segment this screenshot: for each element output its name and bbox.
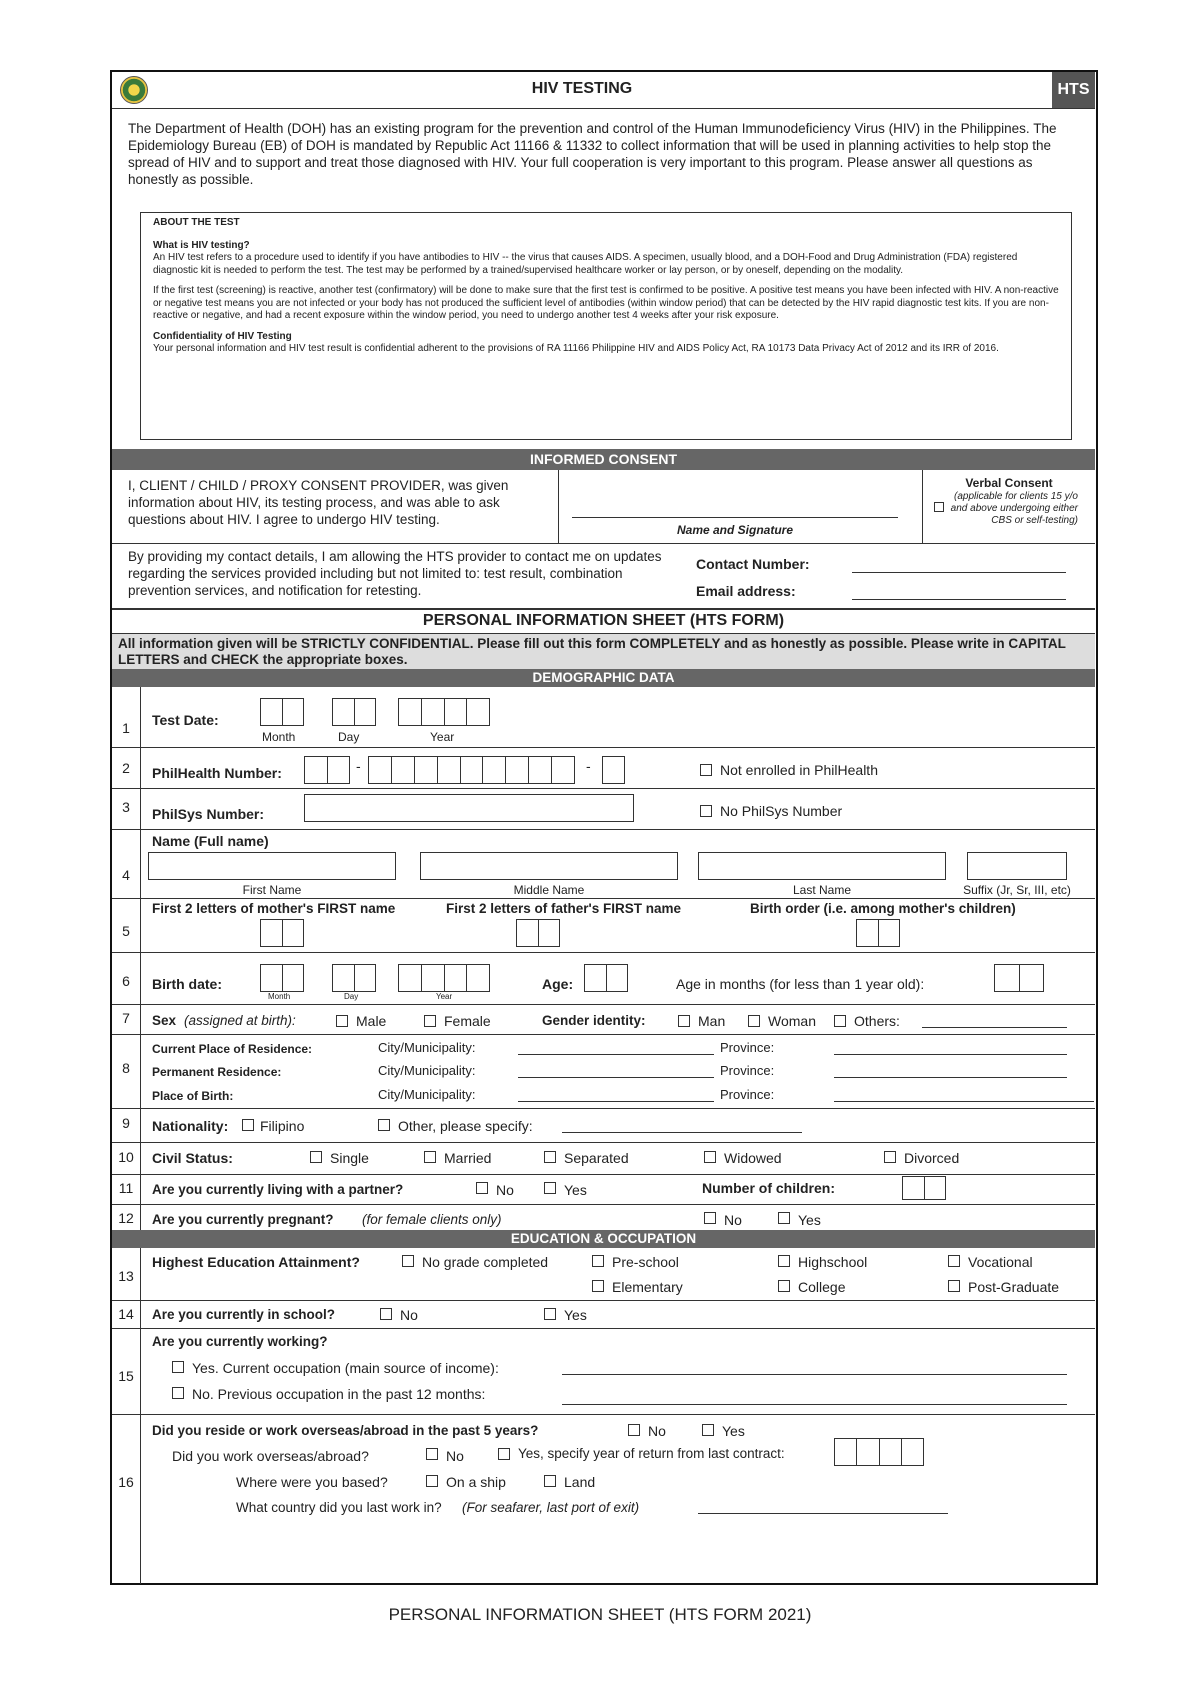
widowed-label: Widowed: [724, 1150, 782, 1166]
no-philhealth-label: Not enrolled in PhilHealth: [720, 762, 878, 778]
married-checkbox[interactable]: [424, 1151, 436, 1163]
dash: -: [356, 758, 361, 774]
post-graduate-label: Post-Graduate: [968, 1279, 1060, 1295]
female-label: Female: [444, 1013, 491, 1029]
working-yes-checkbox[interactable]: [172, 1361, 184, 1373]
row-number: 2: [122, 760, 130, 776]
no-philsys-checkbox[interactable]: [700, 805, 712, 817]
birth-order-label: Birth order (i.e. among mother's children): [750, 901, 1016, 916]
sex-label: Sex: [152, 1013, 177, 1028]
sheet-title: PERSONAL INFORMATION SHEET (HTS FORM): [422, 612, 785, 629]
place-of-birth-label: Place of Birth:: [152, 1089, 234, 1103]
father-letters-label: First 2 letters of father's FIRST name: [446, 901, 682, 916]
school-no-label: No: [400, 1307, 418, 1323]
about-q1: What is HIV testing?: [153, 239, 250, 251]
email-field[interactable]: [852, 599, 1066, 600]
pregnant-yes-label: Yes: [798, 1212, 821, 1228]
age-months-boxes[interactable]: [994, 964, 1044, 992]
overseas-yes-checkbox[interactable]: [702, 1424, 714, 1436]
row-number: 3: [122, 799, 130, 815]
test-date-year[interactable]: [398, 698, 490, 726]
married-label: Married: [444, 1150, 492, 1166]
highschool-label: Highschool: [798, 1254, 868, 1270]
school-label: Are you currently in school?: [152, 1307, 336, 1322]
country-note: (For seafarer, last port of exit): [462, 1500, 640, 1515]
pregnant-no-label: No: [724, 1212, 742, 1228]
name-label: Name (Full name): [152, 833, 269, 849]
current-province-field[interactable]: [834, 1054, 1067, 1055]
school-no-checkbox[interactable]: [380, 1308, 392, 1320]
sex-note: (assigned at birth):: [184, 1013, 296, 1028]
working-label: Are you currently working?: [152, 1334, 328, 1349]
about-q2: Confidentiality of HIV Testing: [153, 330, 292, 342]
elementary-checkbox[interactable]: [592, 1280, 604, 1292]
divorced-label: Divorced: [904, 1150, 960, 1166]
permanent-province-field[interactable]: [834, 1077, 1067, 1078]
philhealth-part1[interactable]: [304, 756, 350, 784]
pregnant-yes-checkbox[interactable]: [778, 1212, 790, 1224]
first-name-caption: First Name: [242, 883, 302, 897]
philhealth-label: PhilHealth Number:: [152, 765, 282, 781]
other-nationality-field[interactable]: [562, 1132, 802, 1133]
age-label: Age:: [542, 976, 574, 992]
no-grade-checkbox[interactable]: [402, 1255, 414, 1267]
philsys-field[interactable]: [304, 794, 634, 822]
children-boxes[interactable]: [902, 1176, 946, 1200]
intro-text: The Department of Health (DOH) has an existing program for the prevention and control of the Human Immunodeficiency Virus (HIV) in the Philippines. The Epidemiology Bureau (EB) of DOH is mandated by Republic Act 11166 & 11332 to collect information that will be used in planning activities to help stop the spread of HIV and to support and treat those diagnosed with HIV. Your full cooperation is very important to this program. Please answer all questions as honestly as possible.: [128, 121, 1057, 187]
city-label: City/Municipality:: [378, 1040, 476, 1055]
school-yes-label: Yes: [564, 1307, 587, 1323]
ship-checkbox[interactable]: [426, 1475, 438, 1487]
demographic-header: DEMOGRAPHIC DATA: [112, 669, 1095, 687]
about-p3: Your personal information and HIV test result is confidential adherent to the provisions of RA 11166 Philippine HIV and AIDS Policy Act, RA 10173 Data Privacy Act of 2012 and its IRR of 2016.: [153, 343, 999, 354]
pregnant-no-checkbox[interactable]: [704, 1212, 716, 1224]
civil-status-label: Civil Status:: [152, 1150, 233, 1166]
work-overseas-no-label: No: [446, 1448, 464, 1464]
land-label: Land: [564, 1474, 596, 1490]
male-label: Male: [356, 1013, 387, 1029]
hts-form: [110, 70, 1098, 1585]
test-date-label: Test Date:: [152, 712, 219, 728]
preschool-checkbox[interactable]: [592, 1255, 604, 1267]
gender-identity-label: Gender identity:: [542, 1013, 646, 1028]
contact-number-field[interactable]: [852, 572, 1066, 573]
row-number: 8: [122, 1060, 130, 1076]
other-nationality-checkbox[interactable]: [378, 1119, 390, 1131]
province-label: Province:: [720, 1040, 775, 1055]
city-label: City/Municipality:: [378, 1063, 476, 1078]
email-label: Email address:: [696, 583, 796, 599]
middle-name-caption: Middle Name: [513, 883, 585, 897]
education-label: Highest Education Attainment?: [152, 1254, 360, 1270]
verbal-consent-note: (applicable for clients 15 y/o and above undergoing either CBS or self-testing): [950, 491, 1078, 526]
row-number: 15: [118, 1368, 134, 1384]
row-number: 4: [122, 867, 130, 883]
others-field[interactable]: [922, 1027, 1067, 1028]
verbal-consent-checkbox[interactable]: [934, 502, 944, 512]
province-label: Province:: [720, 1087, 775, 1102]
permanent-city-field[interactable]: [518, 1077, 714, 1078]
birth-date-label: Birth date:: [152, 976, 222, 992]
widowed-checkbox[interactable]: [704, 1151, 716, 1163]
preschool-label: Pre-school: [612, 1254, 679, 1270]
college-label: College: [798, 1279, 846, 1295]
footer: PERSONAL INFORMATION SHEET (HTS FORM 2021): [388, 1605, 812, 1624]
row-number: 16: [118, 1474, 134, 1490]
suffix-field[interactable]: [967, 852, 1067, 880]
mother-letters-boxes[interactable]: [260, 919, 304, 947]
partner-label: Are you currently living with a partner?: [152, 1182, 404, 1197]
contact-number-label: Contact Number:: [696, 556, 810, 572]
middle-name-field[interactable]: [420, 852, 678, 880]
previous-occupation-field[interactable]: [562, 1404, 1067, 1405]
mother-letters-label: First 2 letters of mother's FIRST name: [152, 901, 396, 916]
year-caption: Year: [430, 730, 455, 744]
country-field[interactable]: [698, 1513, 948, 1514]
pregnant-note: (for female clients only): [362, 1212, 502, 1227]
no-grade-label: No grade completed: [422, 1254, 549, 1270]
row-number: 9: [122, 1115, 130, 1131]
consent-header: INFORMED CONSENT: [112, 449, 1095, 470]
pregnant-label: Are you currently pregnant?: [152, 1212, 334, 1227]
woman-label: Woman: [768, 1013, 816, 1029]
city-label: City/Municipality:: [378, 1087, 476, 1102]
work-overseas-yes-checkbox[interactable]: [498, 1448, 510, 1460]
first-name-field[interactable]: [148, 852, 396, 880]
test-date-day[interactable]: [332, 698, 376, 726]
age-boxes[interactable]: [584, 964, 628, 992]
row-number: 10: [118, 1149, 134, 1165]
elementary-label: Elementary: [612, 1279, 683, 1295]
work-overseas-label: Did you work overseas/abroad?: [172, 1448, 369, 1464]
partner-no-checkbox[interactable]: [476, 1182, 488, 1194]
education-header: EDUCATION & OCCUPATION: [112, 1230, 1095, 1248]
consent-text: I, CLIENT / CHILD / PROXY CONSENT PROVIDER, was given information about HIV, its testing process, and was able to ask questions about HIV. I agree to undergo HIV testing.: [128, 478, 509, 527]
contact-text: By providing my contact details, I am allowing the HTS provider to contact me on updates regarding the services provided including but not limited to: test result, combination prevention services, and notification for retesting.: [128, 549, 662, 598]
filipino-label: Filipino: [260, 1118, 305, 1134]
overseas-yes-label: Yes: [722, 1423, 745, 1439]
no-philhealth-checkbox[interactable]: [700, 764, 712, 776]
form-title: HIV TESTING: [531, 80, 633, 97]
row-number: 12: [118, 1210, 134, 1226]
land-checkbox[interactable]: [544, 1475, 556, 1487]
working-no-label: No. Previous occupation in the past 12 months:: [192, 1386, 486, 1402]
birth-province-field[interactable]: [834, 1101, 1094, 1102]
birth-month[interactable]: [260, 964, 304, 992]
nationality-label: Nationality:: [152, 1118, 229, 1134]
last-name-caption: Last Name: [792, 883, 852, 897]
man-label: Man: [698, 1013, 726, 1029]
row-number: 13: [118, 1268, 134, 1284]
age-months-label: Age in months (for less than 1 year old):: [676, 976, 925, 992]
month-caption: Month: [268, 992, 291, 1001]
birth-year[interactable]: [398, 964, 490, 992]
work-overseas-yes-label: Yes, specify year of return from last contract:: [518, 1446, 785, 1461]
row-number: 5: [122, 923, 130, 939]
female-checkbox[interactable]: [424, 1015, 436, 1027]
male-checkbox[interactable]: [336, 1015, 348, 1027]
overseas-label: Did you reside or work overseas/abroad in the past 5 years?: [152, 1423, 539, 1438]
working-yes-label: Yes. Current occupation (main source of income):: [192, 1360, 499, 1376]
about-p2: If the first test (screening) is reactive, another test (confirmatory) will be done to make sure that the first test is confirmed to be positive. A positive test means you have been infected with HIV. A non-reactive or negative test means you are not infected or your body has not produced the sufficient level of antibodies (within window period) that can be detected by the HIV rapid diagnostic test kits. If you are non-reactive or negative, and had a recent exposure within the window period, you need to undergo another test 4 weeks after your risk exposure.: [153, 285, 1059, 321]
philhealth-part2[interactable]: [368, 756, 575, 784]
philsys-label: PhilSys Number:: [152, 806, 265, 822]
row-number: 1: [122, 720, 130, 736]
other-nationality-label: Other, please specify:: [398, 1118, 533, 1134]
post-graduate-checkbox[interactable]: [948, 1280, 960, 1292]
woman-checkbox[interactable]: [748, 1015, 760, 1027]
birth-city-field[interactable]: [518, 1101, 714, 1102]
children-label: Number of children:: [702, 1180, 836, 1196]
verbal-consent-title: Verbal Consent: [965, 476, 1053, 490]
row-number: 11: [118, 1180, 134, 1196]
province-label: Province:: [720, 1063, 775, 1078]
divorced-checkbox[interactable]: [884, 1151, 896, 1163]
no-philsys-label: No PhilSys Number: [720, 803, 843, 819]
partner-no-label: No: [496, 1182, 514, 1198]
overseas-no-checkbox[interactable]: [628, 1424, 640, 1436]
signature-label: Name and Signature: [676, 523, 794, 537]
suffix-caption: Suffix (Jr, Sr, III, etc): [963, 883, 1071, 897]
current-residence-label: Current Place of Residence:: [152, 1042, 313, 1056]
dash: -: [586, 758, 591, 774]
month-caption: Month: [262, 730, 296, 744]
working-no-checkbox[interactable]: [172, 1387, 184, 1399]
return-year-boxes[interactable]: [834, 1438, 924, 1466]
birth-day[interactable]: [332, 964, 376, 992]
day-caption: Day: [338, 730, 360, 744]
row-number: 6: [122, 973, 130, 989]
current-occupation-field[interactable]: [562, 1374, 1067, 1375]
row-number: 14: [118, 1306, 134, 1322]
day-caption: Day: [344, 992, 359, 1001]
others-checkbox[interactable]: [834, 1015, 846, 1027]
last-name-field[interactable]: [698, 852, 946, 880]
current-city-field[interactable]: [518, 1054, 714, 1055]
partner-yes-checkbox[interactable]: [544, 1182, 556, 1194]
about-p1: An HIV test refers to a procedure used to identify if you have antibodies to HIV -- the virus that causes AIDS. A specimen, usually blood, and a DOH-Food and Drug Administration (FDA) registered diagnostic kit is needed to perform the test. The test may be performed by a trained/supervised healthcare worker or lay person, or by oneself, depending on the modality.: [153, 252, 1018, 276]
work-overseas-no-checkbox[interactable]: [426, 1448, 438, 1460]
father-letters-boxes[interactable]: [516, 919, 560, 947]
test-date-month[interactable]: [260, 698, 304, 726]
form-code: HTS: [1052, 72, 1095, 108]
partner-yes-label: Yes: [564, 1182, 587, 1198]
college-checkbox[interactable]: [778, 1280, 790, 1292]
philhealth-part3[interactable]: [602, 756, 625, 784]
filipino-checkbox[interactable]: [242, 1119, 254, 1131]
signature-line[interactable]: [572, 517, 898, 518]
others-label: Others:: [854, 1013, 900, 1029]
instructions: All information given will be STRICTLY CONFIDENTIAL. Please fill out this form COMPLETELY and as honestly as possible. Please write in CAPITAL LETTERS and CHECK the appropriate boxes.: [112, 634, 1095, 669]
school-yes-checkbox[interactable]: [544, 1308, 556, 1320]
country-label: What country did you last work in?: [236, 1500, 442, 1515]
separated-checkbox[interactable]: [544, 1151, 556, 1163]
man-checkbox[interactable]: [678, 1015, 690, 1027]
birth-order-boxes[interactable]: [856, 919, 900, 947]
based-label: Where were you based?: [236, 1474, 388, 1490]
vocational-label: Vocational: [968, 1254, 1033, 1270]
permanent-residence-label: Permanent Residence:: [152, 1065, 282, 1079]
year-caption: Year: [436, 992, 453, 1001]
ship-label: On a ship: [446, 1474, 506, 1490]
separated-label: Separated: [564, 1150, 629, 1166]
about-box: [140, 212, 1072, 440]
overseas-no-label: No: [648, 1423, 666, 1439]
single-label: Single: [330, 1150, 369, 1166]
highschool-checkbox[interactable]: [778, 1255, 790, 1267]
vocational-checkbox[interactable]: [948, 1255, 960, 1267]
single-checkbox[interactable]: [310, 1151, 322, 1163]
row-number: 7: [122, 1010, 130, 1026]
about-title: ABOUT THE TEST: [153, 217, 240, 228]
